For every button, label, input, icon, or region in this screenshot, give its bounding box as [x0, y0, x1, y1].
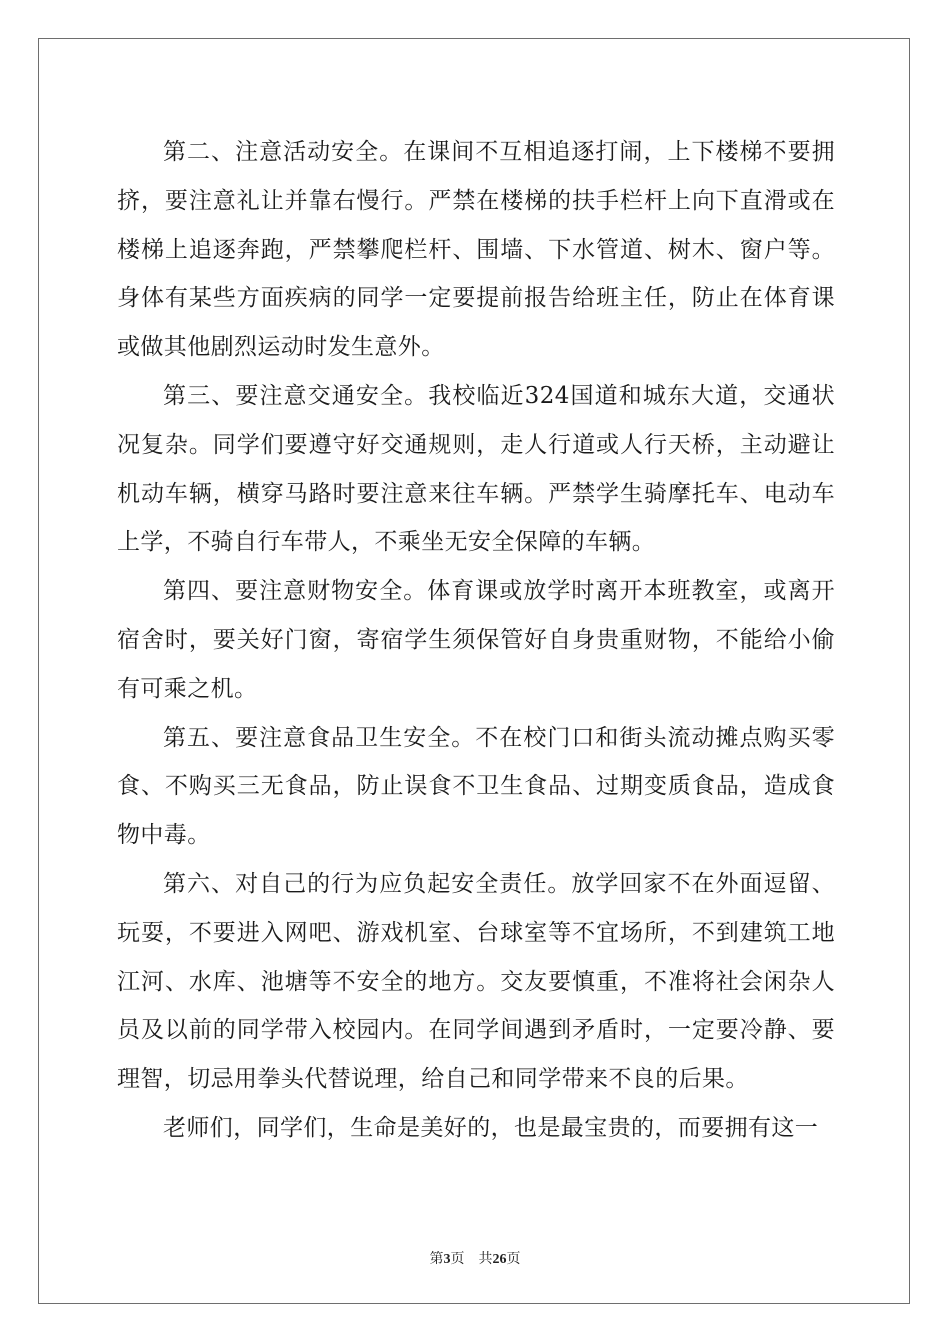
paragraph-food-safety: 第五、要注意食品卫生安全。不在校门口和街头流动摊点购买零食、不购买三无食品，防止误食不卫生食品、过期变质食品，造成食物中毒。 [117, 724, 835, 849]
page-number: 3 [443, 1252, 451, 1267]
page-footer [0, 1248, 950, 1268]
total-prefix: 共 [478, 1251, 493, 1267]
page-prefix: 第 [429, 1251, 444, 1267]
total-pages-label [479, 1248, 521, 1268]
total-suffix: 页 [506, 1251, 521, 1267]
paragraph-traffic-safety: 第三、要注意交通安全。我校临近324国道和城东大道，交通状况复杂。同学们要遵守好交通规则，走人行道或人行天桥，主动避让机动车辆，横穿马路时要注意来往车辆。严禁学生骑摩托车、电动车上学，不骑自行车带人，不乘坐无安全保障的车辆。 [117, 382, 835, 556]
page-number-label [430, 1248, 465, 1268]
paragraph-closing: 老师们，同学们，生命是美好的，也是最宝贵的，而要拥有这一 [163, 1114, 819, 1141]
paragraph-property-safety: 第四、要注意财物安全。体育课或放学时离开本班教室，或离开宿舍时，要关好门窗，寄宿学生须保管好自身贵重财物，不能给小偷有可乘之机。 [117, 578, 835, 702]
total-pages: 26 [492, 1252, 507, 1267]
page-suffix: 页 [450, 1251, 465, 1267]
paragraph-activity-safety: 第二、注意活动安全。在课间不互相追逐打闹，上下楼梯不要拥挤，要注意礼让并靠右慢行。严禁在楼梯的扶手栏杆上向下直滑或在楼梯上追逐奔跑，严禁攀爬栏杆、围墙、下水管道、树木、窗户等。身体有某些方面疾病的同学一定要提前报告给班主任，防止在体育课或做其他剧烈运动时发生意外。 [117, 139, 835, 361]
document-body [117, 128, 835, 1153]
paragraph-behavior-safety: 第六、对自己的行为应负起安全责任。放学回家不在外面逗留、玩耍，不要进入网吧、游戏机室、台球室等不宜场所，不到建筑工地江河、水库、池塘等不安全的地方。交友要慎重，不准将社会闲杂人员及以前的同学带入校园内。在同学间遇到矛盾时，一定要冷静、要理智，切忌用拳头代替说理，给自己和同学带来不良的后果。 [117, 870, 835, 1093]
